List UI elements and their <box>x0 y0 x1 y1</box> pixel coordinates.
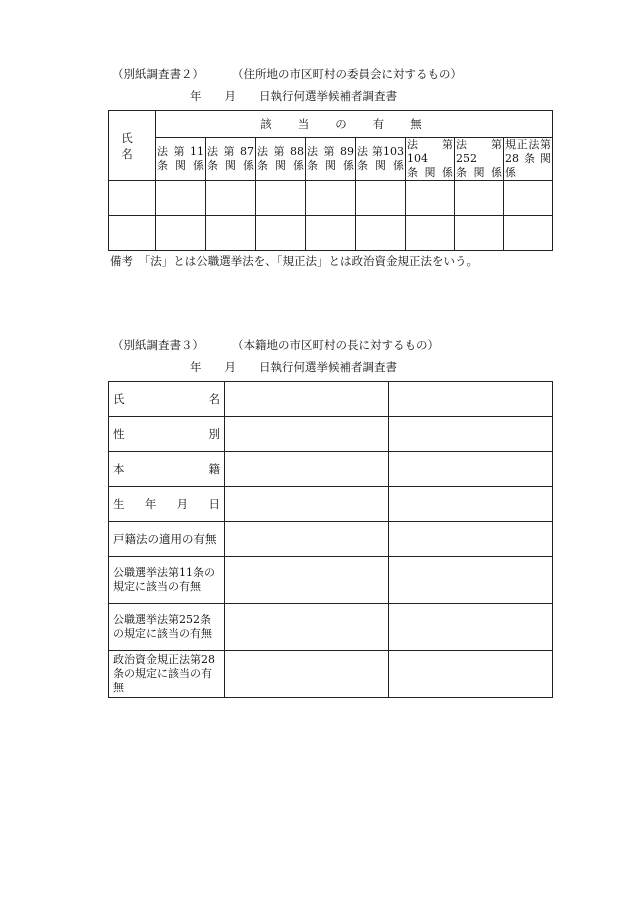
row-label: 生年月日 <box>109 487 225 522</box>
table-row <box>109 417 553 452</box>
entry-cell[interactable] <box>156 181 206 216</box>
remarks-note: 備考 「法」とは公職選挙法を、「規正法」とは政治資金規正法をいう。 <box>110 254 478 268</box>
entry-cell[interactable] <box>389 382 553 417</box>
applicability-header: 該当の有無 <box>156 111 553 138</box>
row-label: 氏名 <box>109 382 225 417</box>
law-column-header: 法 第104 条 関 係 <box>407 138 453 179</box>
entry-cell[interactable] <box>306 216 356 251</box>
entry-cell[interactable] <box>225 522 389 557</box>
survey-table-2 <box>108 110 553 251</box>
entry-cell[interactable] <box>389 651 553 698</box>
entry-cell[interactable] <box>225 604 389 651</box>
law-column-header: 法 第252 条 関 係 <box>456 138 502 179</box>
entry-cell[interactable] <box>504 216 553 251</box>
entry-cell[interactable] <box>389 417 553 452</box>
entry-cell[interactable] <box>389 487 553 522</box>
entry-cell[interactable] <box>225 651 389 698</box>
row-label: 性別 <box>109 417 225 452</box>
entry-cell[interactable] <box>206 216 256 251</box>
entry-cell[interactable] <box>406 181 455 216</box>
table-row <box>109 651 553 698</box>
table-row <box>109 522 553 557</box>
table-row <box>109 604 553 651</box>
table-row <box>109 216 553 251</box>
entry-cell[interactable] <box>504 181 553 216</box>
section2-subheading: （本籍地の市区町村の長に対するもの） <box>232 338 439 352</box>
table-row <box>109 487 553 522</box>
entry-cell[interactable] <box>406 216 455 251</box>
entry-cell[interactable] <box>225 417 389 452</box>
entry-cell[interactable] <box>206 181 256 216</box>
law-column-header: 法 第 89 条 関 係 <box>306 138 356 181</box>
entry-cell[interactable] <box>256 216 306 251</box>
entry-cell[interactable] <box>156 216 206 251</box>
row-label: 公職選挙法第252条の規定に該当の有無 <box>109 604 225 651</box>
entry-cell[interactable] <box>225 452 389 487</box>
row-label: 政治資金規正法第28条の規定に該当の有無 <box>109 651 225 698</box>
entry-cell[interactable] <box>455 181 504 216</box>
name-header: 氏 名 <box>109 111 156 181</box>
law-column-header: 規正法第 28条関係 <box>505 138 551 179</box>
entry-cell[interactable] <box>356 216 406 251</box>
name-entry-cell[interactable] <box>109 181 156 216</box>
section1-title: 年 月 日執行何選挙候補者調査書 <box>190 89 397 103</box>
entry-cell[interactable] <box>225 557 389 604</box>
entry-cell[interactable] <box>389 557 553 604</box>
entry-cell[interactable] <box>256 181 306 216</box>
section1-subheading: （住所地の市区町村の委員会に対するもの） <box>232 67 462 81</box>
law-column-header: 法 第103 条 関 係 <box>356 138 406 181</box>
name-entry-cell[interactable] <box>109 216 156 251</box>
row-label: 公職選挙法第11条の規定に該当の有無 <box>109 557 225 604</box>
law-column-header: 法 第 88 条 関 係 <box>256 138 306 181</box>
survey-table-3 <box>108 381 553 698</box>
entry-cell[interactable] <box>356 181 406 216</box>
section2-title: 年 月 日執行何選挙候補者調査書 <box>190 360 397 374</box>
entry-cell[interactable] <box>306 181 356 216</box>
section1-heading: （別紙調査書２） <box>112 67 204 81</box>
law-column-header: 法 第 11 条 関 係 <box>156 138 206 181</box>
entry-cell[interactable] <box>389 604 553 651</box>
entry-cell[interactable] <box>389 452 553 487</box>
entry-cell[interactable] <box>225 382 389 417</box>
section2-heading: （別紙調査書３） <box>112 338 204 352</box>
row-label: 本籍 <box>109 452 225 487</box>
entry-cell[interactable] <box>455 216 504 251</box>
row-label: 戸籍法の適用の有無 <box>109 522 225 557</box>
entry-cell[interactable] <box>389 522 553 557</box>
table-row <box>109 181 553 216</box>
table-row <box>109 557 553 604</box>
entry-cell[interactable] <box>225 487 389 522</box>
law-column-header: 法 第 87 条 関 係 <box>206 138 256 181</box>
table-row <box>109 382 553 417</box>
table-row <box>109 452 553 487</box>
